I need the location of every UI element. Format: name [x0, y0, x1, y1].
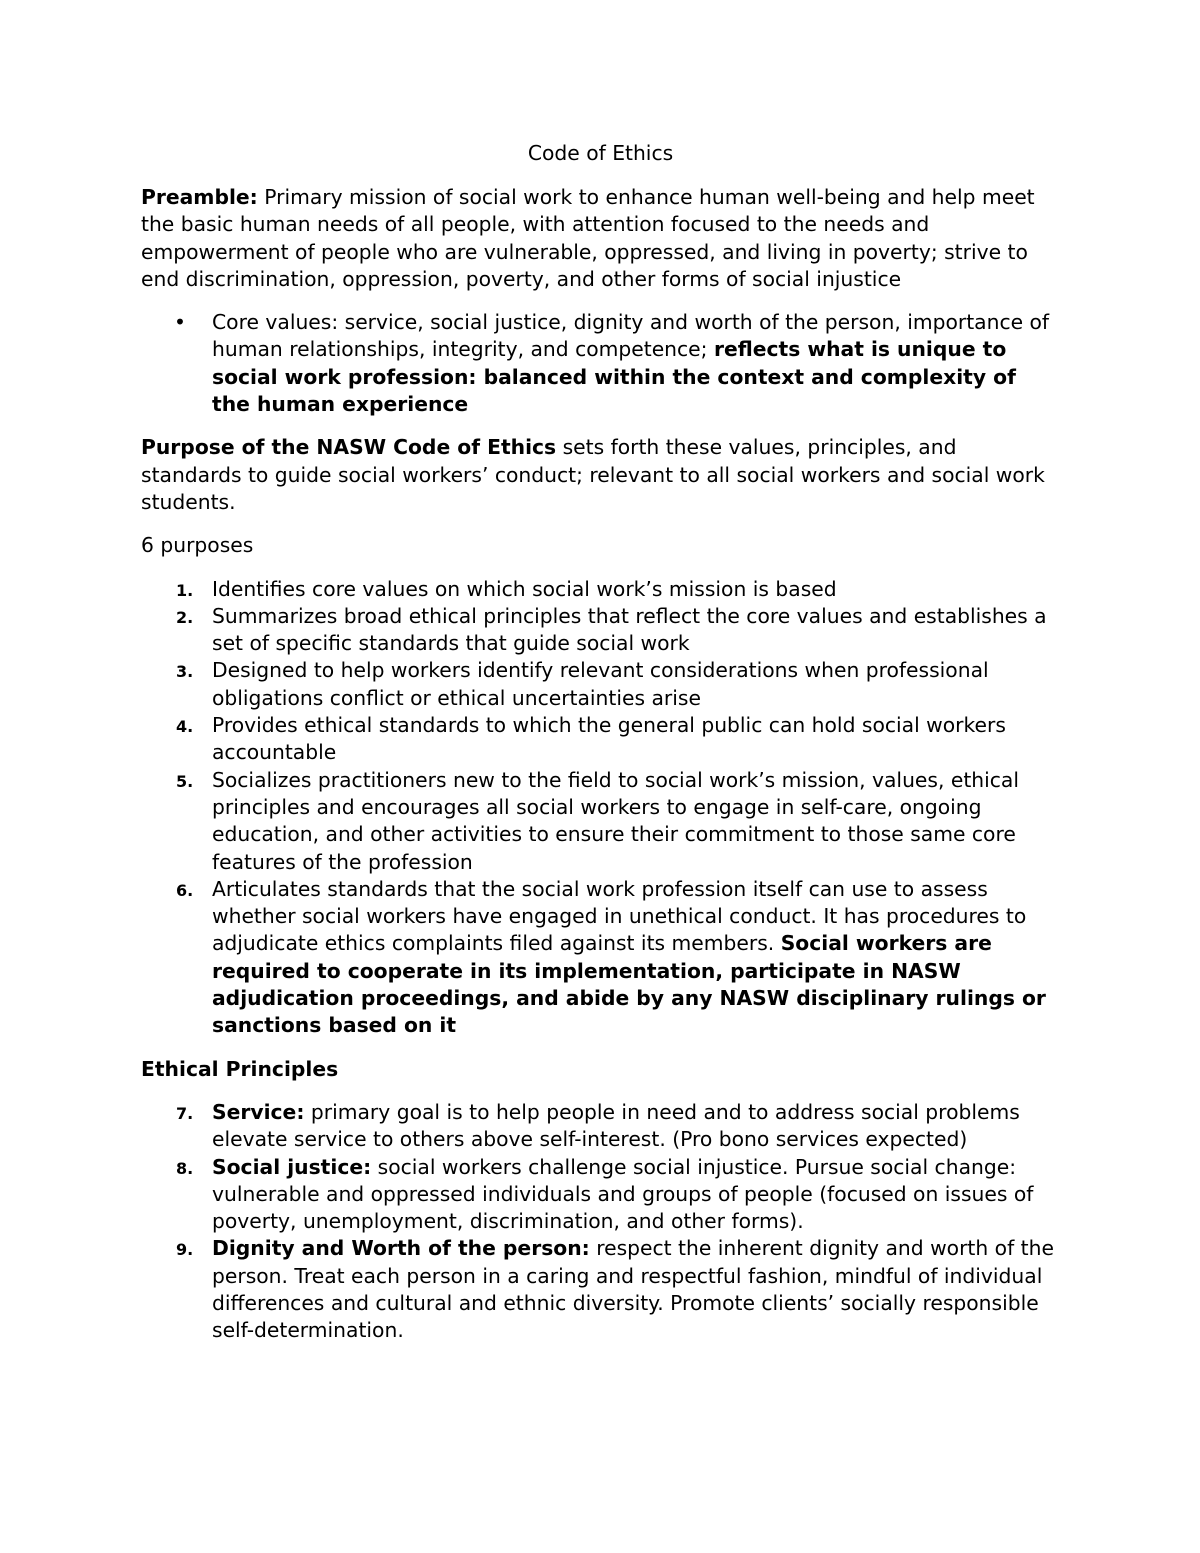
principles-list: [141, 1099, 1060, 1345]
purpose-paragraph: [141, 434, 1060, 516]
preamble-text: Primary mission of social work to enhance human well-being and help meet the basic human needs of all people, with attention focused to the needs and empowerment of people who are vulnerable, oppressed, and living in poverty; strive to end discrimination, oppression, poverty, and other forms of social injustice: [141, 185, 1035, 291]
principle-label: Service:: [212, 1099, 305, 1124]
purpose-item-text: Provides ethical standards to which the general public can hold social workers accountable: [212, 713, 1006, 765]
list-item: [141, 309, 1060, 418]
purpose-item-text: Summarizes broad ethical principles that reflect the core values and establishes a set of specific standards that guide social work: [212, 603, 1047, 656]
preamble-label: Preamble:: [141, 185, 258, 209]
principle-text: social workers challenge social injustice. Pursue social change: vulnerable and oppressed individuals and groups of people (focused on issues of poverty, unemployment, discrimination, and other forms).: [212, 1154, 1034, 1234]
list-item: [141, 1099, 1060, 1154]
document-title: Code of Ethics: [527, 141, 674, 165]
list-number: 1.: [176, 580, 194, 600]
list-number: 3.: [176, 662, 194, 682]
list-item: [141, 876, 1060, 1040]
purpose-item-bold-text: Social workers are required to cooperate in its implementation, participate in NASW adjudication proceedings, and abide by any NASW disciplinary rulings or sanctions based on it: [212, 931, 1046, 1038]
purpose-item-text: Articulates standards that the social work profession itself can use to assess whether social workers have engaged in unethical conduct. It has procedures to adjudicate ethics complaints filed against its members.: [212, 876, 1027, 956]
purposes-heading: 6 purposes: [141, 533, 254, 558]
purposes-list: [141, 576, 1060, 1040]
purpose-item-text: Socializes practitioners new to the field to social work’s mission, values, ethical principles and encourages all social workers to engage in self-care, ongoing education, and other activities to ensure their commitment to those same core features of the profession: [212, 767, 1019, 874]
list-number: 6.: [176, 880, 194, 900]
principle-text: respect the inherent dignity and worth of the person. Treat each person in a caring and respectful fashion, mindful of individual differences and cultural and ethnic diversity. Promote clients’ socially responsible self-determination.: [212, 1236, 1054, 1343]
purpose-item-text: Designed to help workers identify relevant considerations when professional obligations conflict or ethical uncertainties arise: [212, 658, 989, 710]
list-item: [141, 767, 1060, 876]
list-item: [141, 576, 1060, 603]
list-item: [141, 603, 1060, 658]
preamble-paragraph: [141, 184, 1060, 293]
principle-label: Dignity and Worth of the person:: [212, 1236, 590, 1261]
list-item: [141, 1235, 1060, 1344]
list-number: 4.: [176, 717, 194, 737]
principle-text: primary goal is to help people in need and to address social problems elevate service to others above self-interest. (Pro bono services expected): [212, 1099, 1020, 1152]
list-number: 8.: [176, 1158, 194, 1178]
core-values-list: [141, 309, 1060, 418]
core-values-bold-text: reflects what is unique to social work profession: balanced within the context and complexity of the human experience: [212, 337, 1016, 417]
principles-heading: Ethical Principles: [141, 1056, 339, 1081]
list-item: [141, 1154, 1060, 1236]
list-number: 7.: [176, 1103, 194, 1123]
bullet-marker: •: [174, 310, 186, 335]
list-number: 5.: [176, 771, 194, 791]
list-item: [141, 712, 1060, 767]
purpose-text: sets forth these values, principles, and standards to guide social workers’ conduct; relevant to all social workers and social work students.: [141, 435, 1045, 514]
purpose-label: Purpose of the NASW Code of Ethics: [141, 435, 557, 460]
core-values-text: Core values: service, social justice, dignity and worth of the person, importance of human relationships, integrity, and competence;: [212, 310, 1050, 362]
principle-label: Social justice:: [212, 1154, 372, 1179]
list-number: 9.: [176, 1240, 194, 1260]
list-item: [141, 657, 1060, 712]
purpose-item-text: Identifies core values on which social work’s mission is based: [212, 576, 837, 601]
list-number: 2.: [176, 607, 194, 627]
